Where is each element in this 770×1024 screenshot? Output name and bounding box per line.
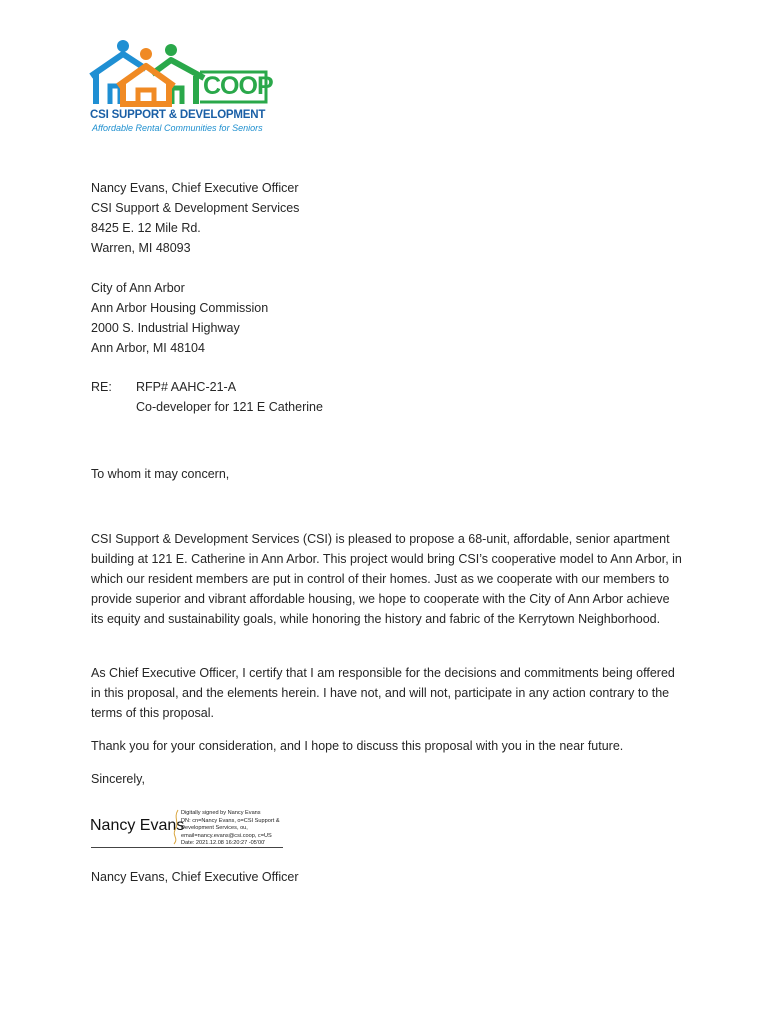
recipient-address — [91, 278, 268, 358]
body-paragraph-2: As Chief Executive Officer, I certify that I am responsible for the decisions and commitments being offered in this proposal, and the elements herein. I have not, and will not, participate in any action contrary to the terms of this proposal. — [91, 666, 675, 720]
stamp-line: Digitally signed by Nancy Evans — [181, 810, 261, 816]
sender-line: Warren, MI 48093 — [91, 241, 191, 255]
closing-text: Sincerely, — [91, 772, 145, 786]
recipient-line: 2000 S. Industrial Highway — [91, 321, 240, 335]
signoff — [91, 867, 299, 887]
closing — [91, 769, 145, 789]
digital-signature-stamp — [181, 810, 280, 848]
stamp-line: Date: 2021.12.08 16:20:27 -05'00' — [181, 840, 266, 847]
signature-name: Nancy Evans — [90, 817, 185, 834]
recipient-line: City of Ann Arbor — [91, 281, 185, 295]
signoff-text: Nancy Evans, Chief Executive Officer — [91, 870, 299, 884]
re-subject: Co-developer for 121 E Catherine — [136, 400, 323, 414]
sender-line: Nancy Evans, Chief Executive Officer — [91, 181, 299, 195]
recipient-line: Ann Arbor, MI 48104 — [91, 341, 205, 355]
re-label: RE: — [91, 380, 112, 394]
logo-tagline: Affordable Rental Communities for Seniors — [92, 123, 263, 133]
sender-line: CSI Support & Development Services — [91, 201, 300, 215]
logo-coop-wordmark: COOP — [203, 72, 273, 100]
signature-line — [91, 847, 283, 848]
stamp-line: Development Services, ou, — [181, 825, 248, 832]
recipient-line: Ann Arbor Housing Commission — [91, 301, 269, 315]
salutation — [91, 464, 229, 484]
salutation-text: To whom it may concern, — [91, 467, 230, 481]
logo-organization-name: CSI SUPPORT & DEVELOPMENT — [90, 109, 266, 121]
re-rfp-number: RFP# AAHC-21-A — [136, 380, 237, 394]
csi-coop-logo — [88, 38, 278, 138]
sender-line: 8425 E. 12 Mile Rd. — [91, 221, 201, 235]
stamp-line: DN: cn=Nancy Evans, o=CSI Support & — [181, 817, 280, 824]
stamp-line: email=nancy.evans@csi.coop, c=US — [181, 832, 272, 839]
body-paragraph-3: Thank you for your consideration, and I hope to discuss this proposal with you in the near future. — [91, 739, 624, 753]
sender-address — [91, 178, 299, 258]
body-paragraph-1: CSI Support & Development Services (CSI) is pleased to propose a 68-unit, affordable, senior apartment building at 121 E. Catherine in Ann Arbor. This project would bring CSI’s cooperative model to Ann Arbor, in which our resident members are put in control of their homes. Just as we cooperate with our members to provide superior and vibrant affordable housing, we hope to cooperate with the City of Ann Arbor achieve its equity and sustainability goals, while honoring the history and fabric of the Kerrytown Neighborhood. — [91, 532, 682, 626]
